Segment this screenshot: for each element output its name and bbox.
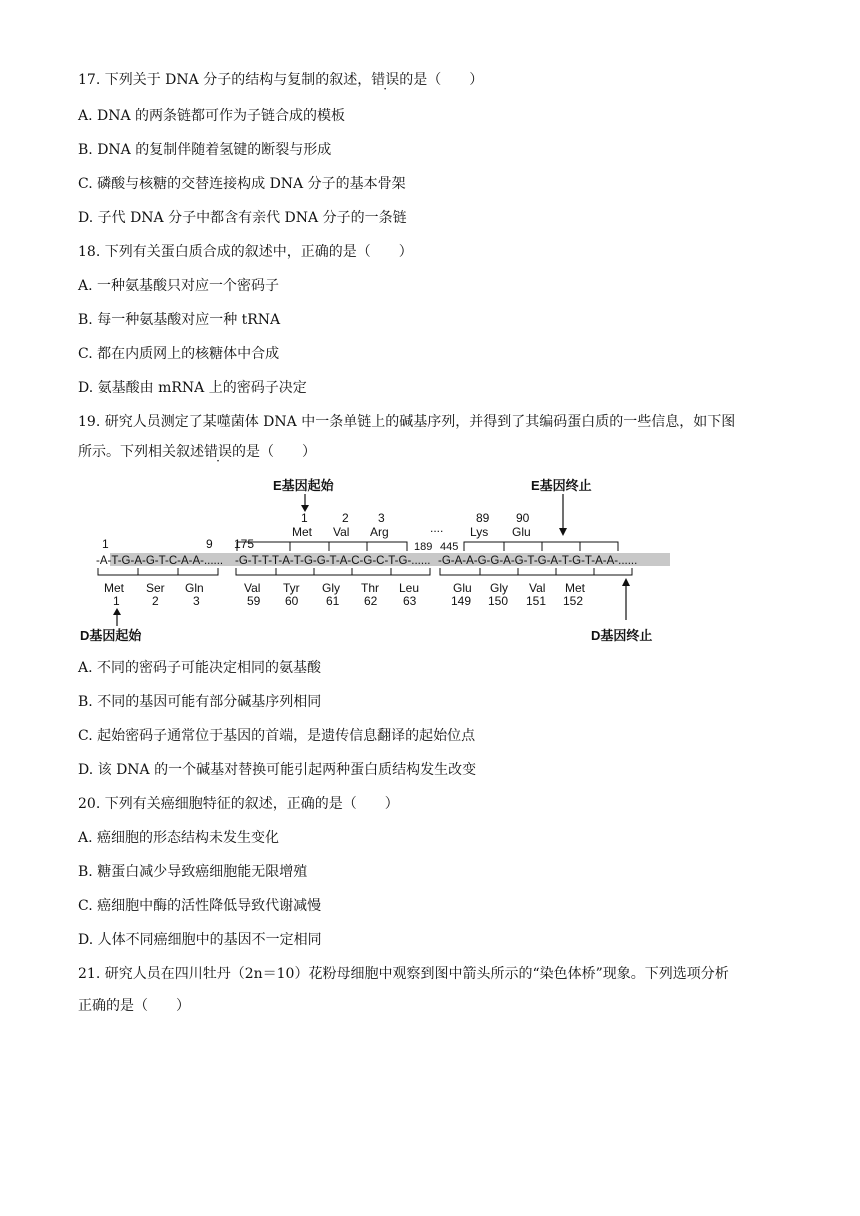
d-gene-start-label: D基因起始 — [80, 628, 142, 643]
d-amino-num-150: 150 — [488, 594, 509, 608]
q21-stem-line1: 21. 研究人员在四川牡丹（2n＝10）花粉母细胞中观察到图中箭头所示的“染色体桥”现象。下列选项分析 — [78, 966, 729, 982]
d-amino-num-152: 152 — [563, 594, 584, 608]
q17-option-b: B. DNA 的复制伴随着氢键的断裂与形成 — [78, 142, 332, 158]
break-dots: .... — [430, 521, 444, 535]
q19-stem-line1: 19. 研究人员测定了某噬菌体 DNA 中一条单链上的碱基序列，并得到了其编码蛋白质的一些信息，如下图 — [78, 414, 736, 430]
d-amino-num-60: 60 — [285, 594, 299, 608]
d-amino-name-2: Ser — [146, 581, 165, 595]
q18-stem: 18. 下列有关蛋白质合成的叙述中，正确的是（ ） — [78, 244, 413, 260]
e-gene-end-label: E基因终止 — [531, 478, 592, 493]
q19-option-a: A. 不同的密码子可能决定相同的氨基酸 — [78, 660, 322, 676]
e-amino-name-3: Arg — [370, 525, 389, 539]
sequence-segment-1: -A-T-G-A-G-T-C-A-A-...... — [96, 555, 224, 567]
d-amino-name-59: Val — [244, 581, 261, 595]
q20-option-c: C. 癌细胞中酶的活性降低导致代谢减慢 — [78, 898, 322, 914]
e-amino-num-89: 89 — [476, 511, 490, 525]
d-amino-name-60: Tyr — [283, 581, 300, 595]
q20-option-a: A. 癌细胞的形态结构未发生变化 — [78, 830, 280, 846]
d-amino-num-63: 63 — [403, 594, 417, 608]
e-amino-num-2: 2 — [342, 511, 349, 525]
q21-stem-line2: 正确的是（ ） — [78, 998, 190, 1014]
sequence-segment-2: -G-T-T-T-A-T-G-G-T-A-C-G-C-T-G-...... — [235, 555, 431, 567]
gene-sequence-diagram — [80, 470, 680, 650]
e-amino-num-1: 1 — [301, 511, 308, 525]
position-9: 9 — [206, 537, 213, 551]
d-amino-num-151: 151 — [526, 594, 547, 608]
e-amino-num-90: 90 — [516, 511, 530, 525]
d-amino-name-152: Met — [565, 581, 586, 595]
q20-stem: 20. 下列有关癌细胞特征的叙述，正确的是（ ） — [78, 796, 399, 812]
e-amino-name-89: Lys — [470, 525, 489, 539]
d-amino-num-1: 1 — [113, 594, 120, 608]
d-amino-name-149: Glu — [453, 581, 472, 595]
q19-option-d: D. 该 DNA 的一个碱基对替换可能引起两种蛋白质结构发生改变 — [78, 762, 477, 778]
d-amino-name-1: Met — [104, 581, 125, 595]
d-amino-num-3: 3 — [193, 594, 200, 608]
d-amino-num-149: 149 — [451, 594, 472, 608]
e-amino-num-3: 3 — [378, 511, 385, 525]
position-175: 175 — [234, 537, 255, 551]
q20-option-b: B. 糖蛋白减少导致癌细胞能无限增殖 — [78, 864, 308, 880]
position-189: 189 — [414, 541, 433, 553]
d-amino-num-61: 61 — [326, 594, 340, 608]
d-amino-num-2: 2 — [152, 594, 159, 608]
q18-option-a: A. 一种氨基酸只对应一个密码子 — [78, 278, 280, 294]
sequence-segment-3: -G-A-A-G-G-A-G-T-G-A-T-G-T-A-A-...... — [438, 555, 638, 567]
e-amino-name-2: Val — [333, 525, 350, 539]
q20-option-d: D. 人体不同癌细胞中的基因不一定相同 — [78, 932, 322, 948]
d-codon-brackets — [98, 568, 632, 575]
q17-option-c: C. 磷酸与核糖的交替连接构成 DNA 分子的基本骨架 — [78, 176, 406, 192]
d-amino-name-62: Thr — [361, 581, 379, 595]
q18-option-d: D. 氨基酸由 mRNA 上的密码子决定 — [78, 380, 307, 396]
d-gene-end-label: D基因终止 — [591, 628, 653, 643]
position-445: 445 — [440, 541, 459, 553]
d-amino-name-61: Gly — [322, 581, 340, 595]
d-amino-name-63: Leu — [399, 581, 420, 595]
d-amino-num-59: 59 — [247, 594, 261, 608]
e-amino-name-90: Glu — [512, 525, 531, 539]
q17-option-d: D. 子代 DNA 分子中都含有亲代 DNA 分子的一条链 — [78, 210, 407, 226]
d-amino-num-62: 62 — [364, 594, 378, 608]
e-gene-start-label: E基因起始 — [273, 478, 334, 493]
q17-stem: 17. 下列关于 DNA 分子的结构与复制的叙述，错误的是（ ） — [78, 72, 484, 88]
d-amino-name-3: Gln — [185, 581, 204, 595]
q18-option-b: B. 每一种氨基酸对应一种 tRNA — [78, 312, 281, 328]
q17-option-a: A. DNA 的两条链都可作为子链合成的模板 — [78, 108, 346, 124]
q19-stem-line2: 所示。下列相关叙述错误的是（ ） — [78, 444, 316, 460]
d-amino-name-150: Gly — [490, 581, 508, 595]
q18-option-c: C. 都在内质网上的核糖体中合成 — [78, 346, 280, 362]
q19-option-b: B. 不同的基因可能有部分碱基序列相同 — [78, 694, 322, 710]
position-1: 1 — [102, 537, 109, 551]
e-amino-name-1: Met — [292, 525, 313, 539]
q19-option-c: C. 起始密码子通常位于基因的首端，是遗传信息翻译的起始位点 — [78, 728, 476, 744]
d-amino-name-151: Val — [529, 581, 546, 595]
